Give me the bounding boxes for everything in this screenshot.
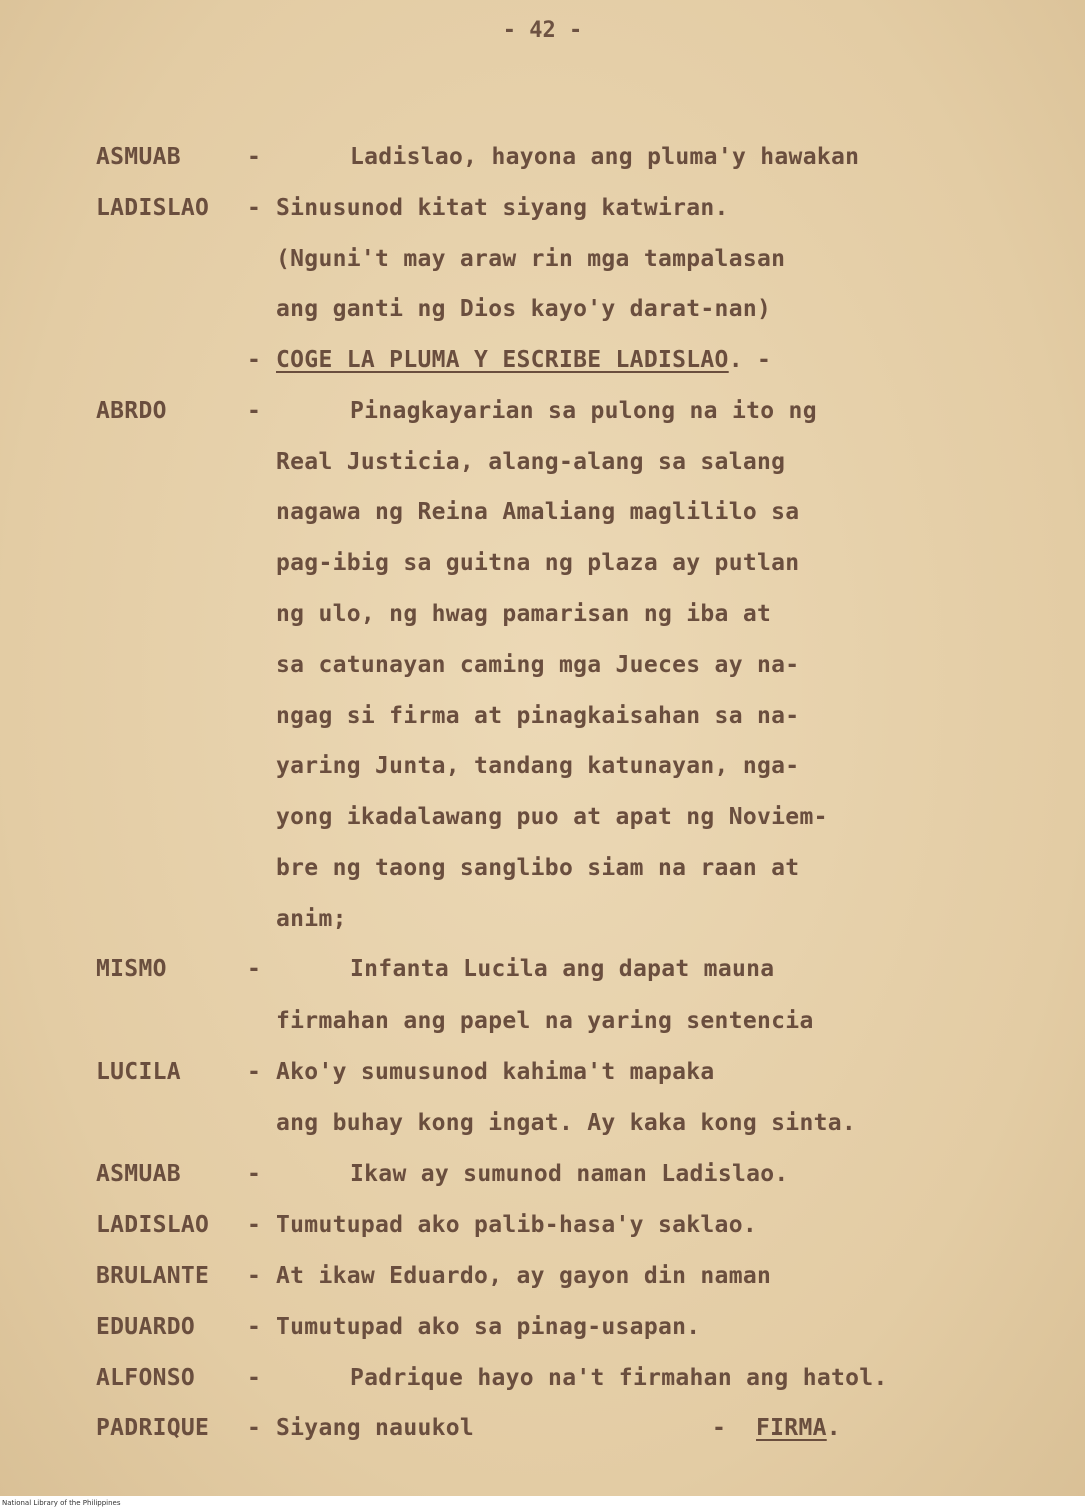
dialogue-line-text: Sinusunod kitat siyang katwiran. [276,195,729,221]
dialogue-text [276,1208,757,1242]
dialogue-line-text: Real Justicia, alang-alang sa salang [276,449,786,475]
speaker-name: ASMUAB [96,144,181,170]
script-line [0,851,1085,885]
script-line [0,800,1085,834]
dialogue-line-text: ang buhay kong ingat. Ay kaka kong sinta. [276,1110,857,1136]
dialogue-text [276,1004,814,1038]
dialogue-text [276,1259,771,1293]
dialogue-text [276,1055,715,1089]
direction-dash: - [712,1415,727,1441]
speaker-name: BRULANTE [96,1263,210,1289]
speaker-dash: - [247,956,262,982]
script-line [0,191,1085,225]
dialogue-text [350,952,774,986]
script-line [0,343,1085,377]
script-line [0,1361,1085,1395]
stage-direction: COGE LA PLUMA Y ESCRIBE LADISLAO [276,347,729,373]
script-line [0,902,1085,936]
speaker-dash: - [247,1365,262,1391]
dialogue-text [350,1361,888,1395]
speaker-name: MISMO [96,956,167,982]
dialogue-line-text: firmahan ang papel na yaring sentencia [276,1008,814,1034]
script-line [0,1411,1085,1445]
speaker-name: LADISLAO [96,1212,210,1238]
script-line [0,699,1085,733]
page-number: - 42 - [502,18,583,43]
speaker-name: LUCILA [96,1059,181,1085]
speaker-dash: - [247,398,262,424]
dialogue-line-text: yaring Junta, tandang katunayan, nga- [276,753,800,779]
dialogue-line-text: Ladislao, hayona ang pluma'y hawakan [350,144,860,170]
speaker-dash: - [247,1415,262,1441]
speaker-name: ALFONSO [96,1365,196,1391]
dialogue-text [276,800,828,834]
dialogue-text [350,394,817,428]
script-line [0,749,1085,783]
dialogue-text [276,699,799,733]
speaker-dash: - [247,1212,262,1238]
dialogue-text [276,292,771,326]
dialogue-text [276,1106,856,1140]
script-line [0,242,1085,276]
dialogue-text [276,648,799,682]
script-line [0,597,1085,631]
script-line [0,1208,1085,1242]
script-line [0,445,1085,479]
speaker-name: PADRIQUE [96,1415,210,1441]
dialogue-line-text: (Nguni't may araw rin mga tampalasan [276,246,786,272]
dialogue-text [276,343,771,377]
speaker-dash: - [247,1059,262,1085]
dialogue-text [350,140,859,174]
script-line [0,952,1085,986]
dialogue-line-text: Pinagkayarian sa pulong na ito ng [350,398,817,424]
speaker-dash: - [247,1314,262,1340]
dialogue-text [276,597,771,631]
dialogue-text [350,1157,789,1191]
speaker-dash: - [247,144,262,170]
script-line [0,546,1085,580]
dialogue-text [276,1411,474,1445]
dialogue-line-text: Infanta Lucila ang dapat mauna [350,956,775,982]
speaker-name: ASMUAB [96,1161,181,1187]
dialogue-line-text: anim; [276,906,347,932]
dialogue-line-text: Ikaw ay sumunod naman Ladislao. [350,1161,789,1187]
dialogue-text [276,242,785,276]
script-line [0,292,1085,326]
dialogue-text [276,495,799,529]
dialogue-line-text: Tumutupad ako sa pinag-usapan. [276,1314,701,1340]
speaker-dash: - [247,347,262,373]
dialogue-line-text: Tumutupad ako palib-hasa'y saklao. [276,1212,758,1238]
dialogue-text [276,902,347,936]
footer-band [0,1496,1085,1508]
dialogue-text [276,445,785,479]
script-line [0,495,1085,529]
dialogue-text [276,1310,700,1344]
footer-credit: National Library of the Philippines [2,1499,121,1507]
dialogue-line-text: ang ganti ng Dios kayo'y darat-nan) [276,296,772,322]
script-line [0,394,1085,428]
stage-direction-firma: FIRMA. [756,1415,841,1441]
dialogue-line-text: Ako'y sumusunod kahima't mapaka [276,1059,715,1085]
dialogue-text [276,749,799,783]
speaker-name: ABRDO [96,398,167,424]
speaker-dash: - [247,1161,262,1187]
dialogue-line-text: bre ng taong sanglibo siam na raan at [276,855,800,881]
dialogue-line-text: nagawa ng Reina Amaliang maglililo sa [276,499,800,525]
speaker-name: EDUARDO [96,1314,196,1340]
dialogue-text [276,546,799,580]
stage-direction-trail: . - [728,347,772,373]
dialogue-line-text: yong ikadalawang puo at apat ng Noviem- [276,804,828,830]
dialogue-line-text: Siyang nauukol [276,1415,475,1441]
dialogue-line-text: ngag si firma at pinagkaisahan sa na- [276,703,800,729]
script-line [0,648,1085,682]
script-line [0,1055,1085,1089]
dialogue-line-text: sa catunayan caming mga Jueces ay na- [276,652,800,678]
script-line [0,1157,1085,1191]
script-line [0,1106,1085,1140]
script-line [0,1259,1085,1293]
dialogue-text [276,191,729,225]
script-line [0,1310,1085,1344]
speaker-dash: - [247,195,262,221]
speaker-dash: - [247,1263,262,1289]
dialogue-line-text: Padrique hayo na't firmahan ang hatol. [350,1365,888,1391]
script-line [0,1004,1085,1038]
dialogue-line-text: pag-ibig sa guitna ng plaza ay putlan [276,550,800,576]
dialogue-line-text: At ikaw Eduardo, ay gayon din naman [276,1263,772,1289]
speaker-name: LADISLAO [96,195,210,221]
script-line [0,140,1085,174]
dialogue-line-text: ng ulo, ng hwag pamarisan ng iba at [276,601,772,627]
dialogue-text [276,851,799,885]
